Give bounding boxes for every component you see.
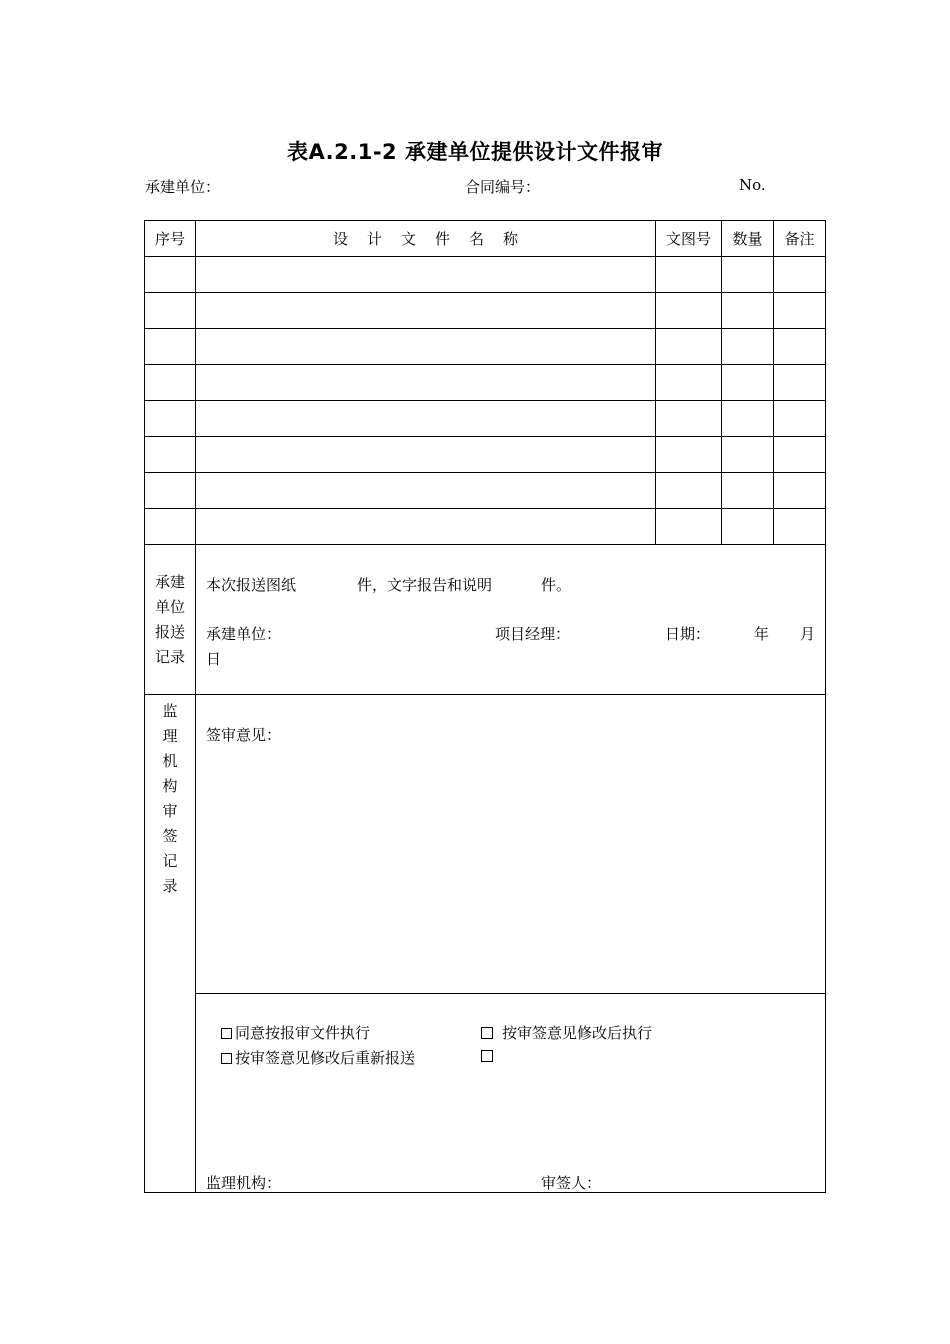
project-manager-label: 项目经理： (495, 625, 571, 643)
cell-remarks[interactable] (774, 401, 826, 437)
header-document-name (196, 221, 656, 257)
label-char: 构 (162, 777, 178, 795)
cell-seq[interactable] (145, 257, 196, 293)
label-char: 审 (162, 802, 178, 820)
cell-remarks[interactable] (774, 293, 826, 329)
cell-quantity[interactable] (722, 329, 774, 365)
cell-seq[interactable] (145, 509, 196, 545)
option-modify-resubmit[interactable] (221, 1047, 415, 1068)
label-line: 单位 (154, 597, 185, 616)
supervision-review-label (145, 695, 196, 1193)
cell-quantity[interactable] (722, 401, 774, 437)
checkbox-icon[interactable] (221, 1028, 232, 1039)
cell-quantity[interactable] (722, 509, 774, 545)
option-blank[interactable] (481, 1047, 496, 1065)
header-quantity: 数量 (722, 221, 774, 257)
table-row (145, 365, 826, 401)
document-number-label: No. (739, 176, 766, 194)
review-opinion-label: 签审意见： (206, 726, 282, 744)
cell-quantity[interactable] (722, 473, 774, 509)
date-label: 日期： (665, 625, 711, 643)
cell-quantity[interactable] (722, 437, 774, 473)
cell-seq[interactable] (145, 293, 196, 329)
checkbox-icon[interactable] (221, 1053, 232, 1064)
pieces-suffix-text: 件。 (541, 576, 572, 594)
table-row (145, 293, 826, 329)
checkbox-icon[interactable] (481, 1050, 493, 1062)
table-row (145, 329, 826, 365)
option-approve-text: 同意按报审文件执行 (235, 1024, 371, 1042)
cell-remarks[interactable] (774, 437, 826, 473)
table-row (145, 257, 826, 293)
option-approve[interactable] (221, 1022, 370, 1043)
contractor-label: 承建单位： (145, 178, 221, 196)
cell-seq[interactable] (145, 437, 196, 473)
supervision-org-label: 监理机构： (206, 1174, 282, 1192)
header-remarks: 备注 (774, 221, 826, 257)
option-modify-execute[interactable] (481, 1022, 652, 1043)
signer-label: 审签人： (541, 1174, 602, 1192)
cell-document-name[interactable] (196, 293, 656, 329)
cell-quantity[interactable] (722, 365, 774, 401)
cell-seq[interactable] (145, 365, 196, 401)
cell-quantity[interactable] (722, 257, 774, 293)
table-row (145, 509, 826, 545)
option-modify-resubmit-text: 按审签意见修改后重新报送 (235, 1049, 416, 1067)
cell-document-name[interactable] (196, 509, 656, 545)
table-row (145, 473, 826, 509)
contract-number-label: 合同编号： (465, 178, 541, 196)
cell-remarks[interactable] (774, 509, 826, 545)
contractor-submission-content (196, 545, 826, 695)
label-line: 记录 (154, 647, 185, 666)
cell-doc-number[interactable] (656, 257, 722, 293)
contractor-submission-section (145, 545, 826, 695)
supervision-review-section (145, 695, 826, 994)
cell-doc-number[interactable] (656, 365, 722, 401)
table-row (145, 437, 826, 473)
cell-document-name[interactable] (196, 257, 656, 293)
label-char: 签 (162, 827, 178, 845)
cell-seq[interactable] (145, 329, 196, 365)
cell-seq[interactable] (145, 473, 196, 509)
review-opinion-area[interactable] (196, 695, 826, 994)
label-char: 机 (162, 752, 178, 770)
cell-document-name[interactable] (196, 401, 656, 437)
cell-remarks[interactable] (774, 365, 826, 401)
design-document-table (144, 220, 826, 1193)
cell-doc-number[interactable] (656, 473, 722, 509)
label-char: 理 (162, 727, 178, 745)
header-document-name-text: 设计文件名称 (332, 230, 537, 248)
header-doc-number: 文图号 (656, 221, 722, 257)
cell-doc-number[interactable] (656, 329, 722, 365)
cell-document-name[interactable] (196, 329, 656, 365)
cell-doc-number[interactable] (656, 509, 722, 545)
cell-doc-number[interactable] (656, 437, 722, 473)
review-decision-row (145, 994, 826, 1193)
cell-remarks[interactable] (774, 257, 826, 293)
cell-document-name[interactable] (196, 365, 656, 401)
review-decision-area (196, 994, 826, 1193)
table-row (145, 401, 826, 437)
day-label: 日 (206, 650, 222, 668)
cell-document-name[interactable] (196, 473, 656, 509)
label-char: 监 (162, 702, 178, 720)
label-line: 报送 (154, 622, 185, 641)
checkbox-icon[interactable] (481, 1027, 493, 1039)
label-char: 录 (162, 877, 178, 895)
reports-count-text: 件，文字报告和说明 (357, 576, 493, 594)
table-header-row (145, 221, 826, 257)
cell-document-name[interactable] (196, 437, 656, 473)
drawings-count-text: 本次报送图纸 (206, 576, 297, 594)
cell-quantity[interactable] (722, 293, 774, 329)
cell-doc-number[interactable] (656, 401, 722, 437)
cell-seq[interactable] (145, 401, 196, 437)
contractor-unit-label: 承建单位： (206, 625, 282, 643)
option-modify-execute-text: 按审签意见修改后执行 (502, 1024, 653, 1042)
cell-doc-number[interactable] (656, 293, 722, 329)
cell-remarks[interactable] (774, 329, 826, 365)
year-label: 年 (754, 625, 770, 643)
month-label: 月 (800, 625, 816, 643)
cell-remarks[interactable] (774, 473, 826, 509)
document-title: 表A.2.1-2 承建单位提供设计文件报审 (287, 140, 663, 164)
header-seq: 序号 (145, 221, 196, 257)
contractor-submission-label (145, 545, 196, 695)
label-char: 记 (162, 852, 178, 870)
label-line: 承建 (154, 572, 185, 591)
